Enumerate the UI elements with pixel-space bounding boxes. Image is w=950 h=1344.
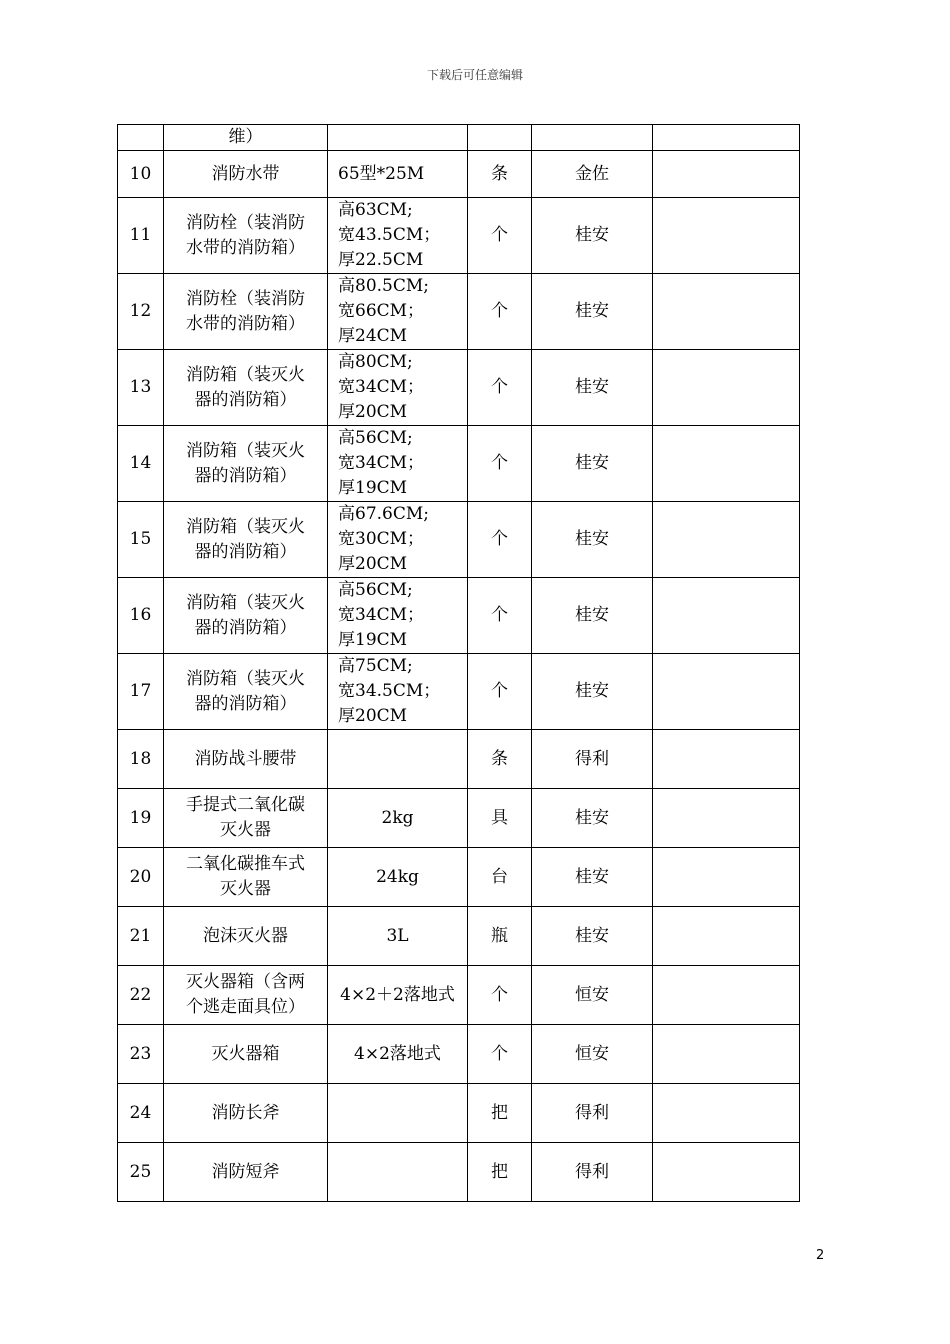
cell-note	[653, 654, 800, 730]
cell-name: 泡沫灭火器	[164, 907, 328, 966]
continuation-row	[118, 125, 800, 151]
cell-name	[164, 578, 328, 654]
cell-unit: 个	[468, 198, 532, 274]
cell-name	[164, 502, 328, 578]
cell-name	[164, 274, 328, 350]
cell-spec	[328, 907, 468, 966]
table-row	[118, 789, 800, 848]
cell-brand: 得利	[532, 1084, 653, 1143]
cell-name-text: 灭火器箱（含两 个逃走面具位）	[186, 972, 305, 1017]
cell-name-text: 消防栓（装消防 水带的消防箱）	[186, 288, 305, 334]
table-row	[118, 654, 800, 730]
cell-brand: 恒安	[532, 1025, 653, 1084]
cell-spec	[328, 1143, 468, 1202]
spec-line: 高56CM;	[338, 580, 413, 600]
cell-brand: 桂安	[532, 654, 653, 730]
cell-name-text: 消防栓（装消防 水带的消防箱）	[186, 212, 305, 258]
table-row	[118, 502, 800, 578]
table-row	[118, 1143, 800, 1202]
cell-brand: 金佐	[532, 151, 653, 198]
table-row	[118, 426, 800, 502]
cell-name	[164, 654, 328, 730]
cell-spec	[328, 1025, 468, 1084]
cell-note	[653, 125, 800, 151]
cell-spec	[328, 789, 468, 848]
cell-note	[653, 578, 800, 654]
spec-line: 4×2＋2落地式	[340, 984, 455, 1005]
cell-brand: 桂安	[532, 502, 653, 578]
spec-line: 宽34CM；	[338, 605, 425, 625]
cell-spec	[328, 578, 468, 654]
cell-spec	[328, 848, 468, 907]
cell-name-text: 消防箱（装灭火 器的消防箱）	[186, 364, 305, 410]
cell-no: 23	[118, 1025, 164, 1084]
cell-no: 15	[118, 502, 164, 578]
cell-unit: 个	[468, 1025, 532, 1084]
cell-no: 12	[118, 274, 164, 350]
spec-line: 3L	[386, 925, 409, 946]
cell-no: 25	[118, 1143, 164, 1202]
cell-unit: 具	[468, 789, 532, 848]
cell-no: 24	[118, 1084, 164, 1143]
spec-line: 高75CM;	[338, 656, 413, 676]
cell-no: 10	[118, 151, 164, 198]
cell-unit: 条	[468, 730, 532, 789]
spec-line: 宽34CM；	[338, 453, 425, 473]
spec-line: 厚19CM	[338, 478, 408, 498]
cell-note	[653, 198, 800, 274]
table-row	[118, 730, 800, 789]
spec-line: 厚20CM	[338, 706, 408, 726]
cell-name: 消防水带	[164, 151, 328, 198]
cell-no: 20	[118, 848, 164, 907]
spec-line: 高80.5CM;	[338, 276, 429, 296]
cell-unit: 瓶	[468, 907, 532, 966]
cell-name	[164, 848, 328, 907]
table-row	[118, 274, 800, 350]
cell-brand: 桂安	[532, 350, 653, 426]
spec-line: 65型*25M	[338, 163, 425, 184]
cell-brand: 得利	[532, 1143, 653, 1202]
cell-name: 维）	[164, 125, 328, 151]
cell-unit: 个	[468, 966, 532, 1025]
cell-note	[653, 907, 800, 966]
cell-no: 19	[118, 789, 164, 848]
cell-brand: 桂安	[532, 907, 653, 966]
cell-unit	[468, 125, 532, 151]
cell-no: 18	[118, 730, 164, 789]
cell-brand: 桂安	[532, 578, 653, 654]
table-row	[118, 198, 800, 274]
cell-spec	[328, 654, 468, 730]
spec-line: 高67.6CM;	[338, 504, 429, 524]
page-number: 2	[816, 1248, 825, 1263]
spec-line: 厚20CM	[338, 402, 408, 422]
cell-spec	[328, 125, 468, 151]
cell-no: 22	[118, 966, 164, 1025]
table-row	[118, 578, 800, 654]
cell-note	[653, 789, 800, 848]
cell-note	[653, 350, 800, 426]
spec-line: 厚19CM	[338, 630, 408, 650]
cell-name: 消防长斧	[164, 1084, 328, 1143]
table-row	[118, 848, 800, 907]
cell-no: 16	[118, 578, 164, 654]
cell-name	[164, 198, 328, 274]
cell-brand: 恒安	[532, 966, 653, 1025]
cell-name-text: 二氧化碳推车式 灭火器	[186, 854, 305, 899]
cell-note	[653, 151, 800, 198]
spec-line: 4×2落地式	[354, 1043, 441, 1064]
cell-name-text: 消防箱（装灭火 器的消防箱）	[186, 668, 305, 714]
cell-no: 14	[118, 426, 164, 502]
cell-name	[164, 426, 328, 502]
cell-unit: 个	[468, 654, 532, 730]
table-row	[118, 151, 800, 198]
cell-note	[653, 1084, 800, 1143]
cell-note	[653, 502, 800, 578]
cell-brand: 桂安	[532, 426, 653, 502]
spec-line: 宽66CM；	[338, 301, 425, 321]
cell-unit: 个	[468, 578, 532, 654]
cell-note	[653, 848, 800, 907]
spec-line: 高63CM;	[338, 200, 413, 220]
cell-no: 11	[118, 198, 164, 274]
cell-spec	[328, 730, 468, 789]
cell-no: 13	[118, 350, 164, 426]
cell-no	[118, 125, 164, 151]
cell-unit: 条	[468, 151, 532, 198]
cell-unit: 台	[468, 848, 532, 907]
cell-name: 消防战斗腰带	[164, 730, 328, 789]
cell-name	[164, 350, 328, 426]
table-row	[118, 350, 800, 426]
cell-brand	[532, 125, 653, 151]
cell-no: 17	[118, 654, 164, 730]
spec-line: 厚22.5CM	[338, 250, 424, 270]
cell-spec	[328, 350, 468, 426]
cell-brand: 得利	[532, 730, 653, 789]
cell-name-text: 手提式二氧化碳 灭火器	[186, 795, 305, 840]
cell-unit: 把	[468, 1143, 532, 1202]
cell-brand: 桂安	[532, 789, 653, 848]
cell-unit: 个	[468, 350, 532, 426]
spec-line: 高80CM;	[338, 352, 413, 372]
cell-unit: 个	[468, 502, 532, 578]
cell-note	[653, 426, 800, 502]
cell-name-text: 消防箱（装灭火 器的消防箱）	[186, 440, 305, 486]
table-row	[118, 966, 800, 1025]
cell-spec	[328, 966, 468, 1025]
page-header: 下载后可任意编辑	[426, 68, 523, 82]
cell-name	[164, 789, 328, 848]
cell-unit: 把	[468, 1084, 532, 1143]
spec-line: 24kg	[376, 866, 419, 887]
cell-brand: 桂安	[532, 198, 653, 274]
spec-line: 2kg	[381, 807, 414, 828]
cell-unit: 个	[468, 274, 532, 350]
spec-line: 宽34.5CM；	[338, 681, 441, 701]
spec-line: 宽34CM；	[338, 377, 425, 397]
spec-line: 宽43.5CM；	[338, 225, 441, 245]
cell-note	[653, 1025, 800, 1084]
cell-unit: 个	[468, 426, 532, 502]
table-row	[118, 907, 800, 966]
cell-note	[653, 730, 800, 789]
cell-spec	[328, 151, 468, 198]
cell-brand: 桂安	[532, 274, 653, 350]
spec-line: 厚24CM	[338, 326, 408, 346]
cell-note	[653, 1143, 800, 1202]
spec-line: 高56CM;	[338, 428, 413, 448]
spec-line: 宽30CM；	[338, 529, 425, 549]
cell-no: 21	[118, 907, 164, 966]
cell-name: 消防短斧	[164, 1143, 328, 1202]
cell-note	[653, 966, 800, 1025]
cell-name-text: 消防箱（装灭火 器的消防箱）	[186, 516, 305, 562]
cell-spec	[328, 1084, 468, 1143]
cell-spec	[328, 198, 468, 274]
cell-note	[653, 274, 800, 350]
cell-spec	[328, 502, 468, 578]
equipment-table	[117, 124, 800, 1202]
cell-spec	[328, 274, 468, 350]
cell-name: 灭火器箱	[164, 1025, 328, 1084]
cell-brand: 桂安	[532, 848, 653, 907]
table-row	[118, 1084, 800, 1143]
spec-line: 厚20CM	[338, 554, 408, 574]
table-row	[118, 1025, 800, 1084]
cell-name-text: 消防箱（装灭火 器的消防箱）	[186, 592, 305, 638]
cell-name	[164, 966, 328, 1025]
cell-spec	[328, 426, 468, 502]
